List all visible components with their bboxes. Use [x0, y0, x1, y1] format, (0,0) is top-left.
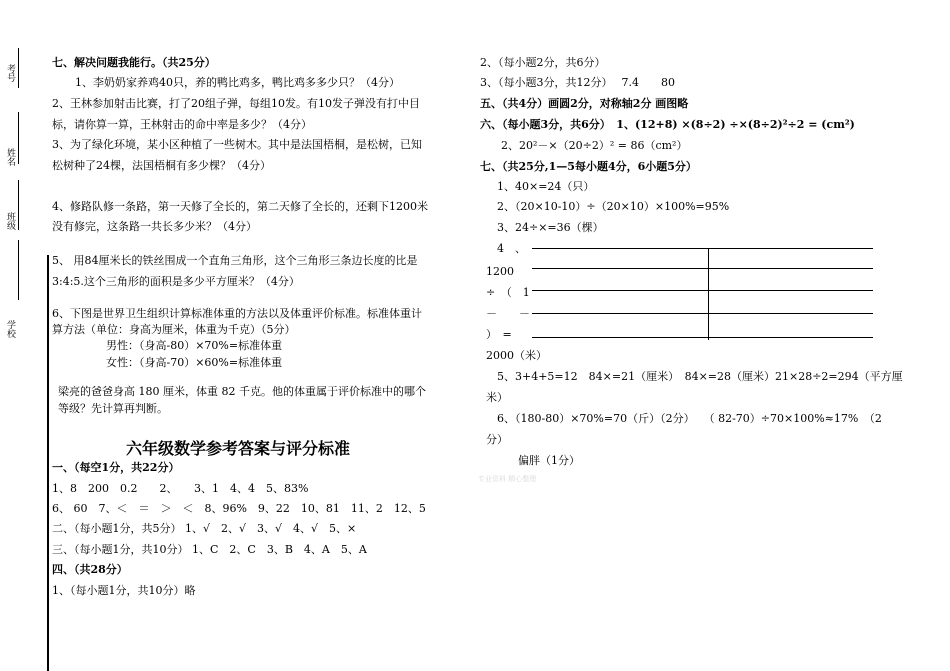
- question-4-line2: 没有修完，这条路一共长多少米？（4分）: [52, 220, 257, 233]
- margin-line-2: [18, 112, 19, 164]
- answer-7-6-line2: 分）: [486, 433, 508, 446]
- formula-female: 女性：（身高-70）×60%=标准体重: [106, 356, 283, 369]
- question-5-line1: 5、 用84厘米长的铁丝围成一个直角三角形，这个三角形三条边长度的比是: [52, 254, 418, 267]
- answer-6-line2: 2、20²－×（20÷2）² = 86（cm²）: [501, 139, 688, 152]
- answer-7-2: 2、（20×10-10）÷（20×10）×100%=95%: [497, 200, 730, 213]
- binding-line: [47, 255, 49, 671]
- question-5-line2: 3:4:5.这个三角形的面积是多少平方厘米？（4分）: [52, 275, 300, 288]
- answer-7-4-result: 2000（米）: [486, 349, 547, 362]
- table-line-5: [532, 337, 873, 338]
- faint-watermark-note: 专业资料 精心整理: [478, 475, 537, 483]
- question-2-line2: 标，请你算一算，王林射击的命中率是多少？（4分）: [52, 118, 312, 131]
- margin-line-4: [18, 240, 19, 300]
- formula-male: 男性：（身高-80）×70%=标准体重: [106, 339, 283, 352]
- answer-r3: 3、（每小题3分，共12分） 7.4 80: [480, 76, 675, 89]
- answer-7-6-line3: 偏胖（1分）: [518, 454, 580, 467]
- table-line-2: [532, 268, 873, 269]
- answer-6-line1: 六、（每小题3分，共6分） 1、(12+8) ×(8÷2) ÷×(8÷2)²÷2 = (cm²): [480, 118, 855, 131]
- question-3-line1: 3、为了绿化环境，某小区种植了一些树木。其中是法国梧桐，是松树，已知: [52, 138, 422, 151]
- answer-1-row1: 1、8 200 0.2 2、 3、1 4、4 5、83%: [52, 482, 309, 495]
- table-line-1: [532, 248, 873, 249]
- answer-7-4-part2: 1200: [486, 265, 514, 278]
- question-3-line2: 松树种了24棵，法国梧桐有多少棵？（4分）: [52, 159, 271, 172]
- margin-line-3: [18, 180, 19, 230]
- answer-7-3: 3、24÷×=36（棵）: [497, 221, 604, 234]
- banji-label: 班级: [5, 212, 15, 230]
- table-divider: [708, 248, 709, 340]
- answer-r2: 2、（每小题2分，共6分）: [480, 56, 606, 69]
- answer-7-title: 七、（共25分,1—5每小题4分，6小题5分）: [480, 160, 697, 173]
- question-1: 1、李奶奶家养鸡40只，养的鸭比鸡多，鸭比鸡多多少只？（4分）: [75, 76, 400, 89]
- answer-7-4-part1: 4 、: [497, 242, 526, 255]
- question-6-line2: 算方法（单位：身高为厘米，体重为千克）（5分）: [52, 323, 296, 336]
- answer-7-6-line1: 6、（180-80）×70%=70（斤）（2分） （ 82-70）÷70×100%≈17% （2: [497, 412, 882, 425]
- question-2-line1: 2、王林参加射击比赛，打了20组子弹，每组10发。有10发子弹没有打中目: [52, 97, 420, 110]
- table-line-3: [532, 290, 873, 291]
- answer-7-4-part5: ） =: [486, 328, 512, 341]
- section-7-title: 七、解决问题我能行。（共25分）: [52, 56, 216, 69]
- answer-key-title: 六年级数学参考答案与评分标准: [126, 439, 351, 458]
- kaohao-label: 考号: [5, 64, 15, 82]
- question-6-line1: 6、下图是世界卫生组织计算标准体重的方法以及体重评价标准。标准体重计: [52, 307, 422, 320]
- answer-7-4-part4: － －: [486, 307, 530, 320]
- answer-4-1: 1、（每小题1分，共10分）略: [52, 584, 196, 597]
- answer-7-4-part3: ÷ （ 1: [486, 286, 530, 299]
- margin-line-top: [18, 48, 19, 88]
- answer-7-1: 1、40×=24（只）: [497, 180, 595, 193]
- answer-5: 五、（共4分）画圆2分，对称轴2分 画图略: [480, 97, 689, 110]
- xingming-label: 姓名: [5, 148, 15, 166]
- answer-7-5-line2: 米）: [486, 391, 508, 404]
- answer-4-title: 四、（共28分）: [52, 563, 128, 576]
- answer-1-row2: 6、 60 7、＜ ＝ ＞ ＜ 8、96% 9、22 10、81 11、2 12、5: [52, 502, 426, 515]
- answer-7-5-line1: 5、3+4+5=12 84×=21（厘米） 84×=28（厘米）21×28÷2=294（平方厘: [497, 370, 903, 383]
- question-6-line4: 等级？先计算再判断。: [58, 402, 168, 415]
- table-line-4: [532, 313, 873, 314]
- question-6-line3: 梁亮的爸爸身高 180 厘米，体重 82 千克。他的体重属于评价标准中的哪个: [58, 385, 426, 398]
- answer-3: 三、（每小题1分，共10分） 1、C 2、C 3、B 4、A 5、A: [52, 543, 367, 556]
- xuexiao-label: 学校: [5, 320, 15, 338]
- answer-1-title: 一、（每空1分，共22分）: [52, 461, 180, 474]
- question-4-line1: 4、修路队修一条路，第一天修了全长的，第二天修了全长的，还剩下1200米: [52, 200, 428, 213]
- answer-2: 二、（每小题1分，共5分） 1、√ 2、√ 3、√ 4、√ 5、×: [52, 522, 357, 535]
